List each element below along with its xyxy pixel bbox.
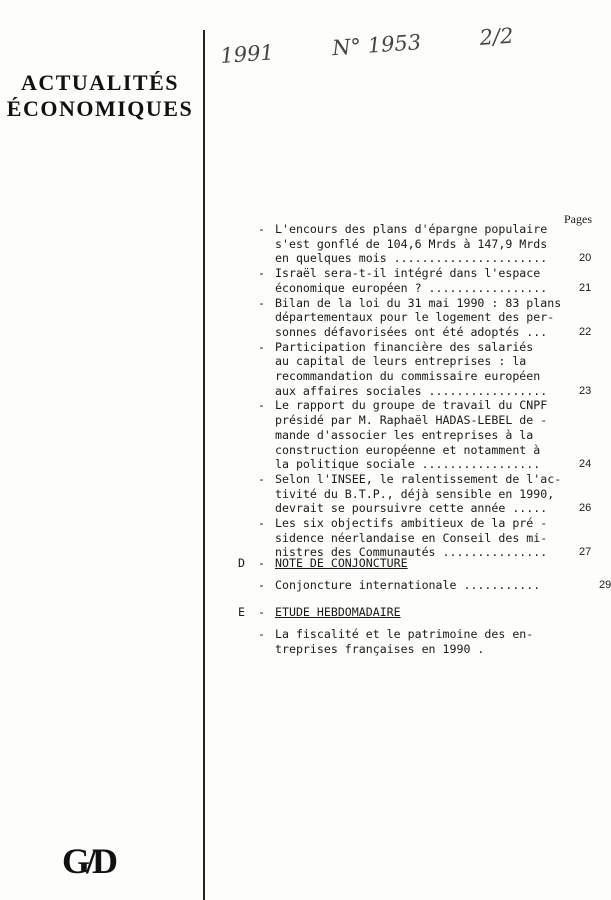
- handwritten-year: 1991: [219, 40, 275, 69]
- toc-entry-line: en quelques mois ......................: [275, 251, 548, 266]
- toc-entry-line: Israël sera-t-il intégré dans l'espace: [275, 266, 541, 281]
- toc-entry-line: Le rapport du groupe de travail du CNPF: [275, 398, 548, 413]
- toc-entry: - Participation financière des salariés au capital de leurs entreprises : la recommandation du commissaire européen aux affaires sociales ................. 23: [258, 339, 592, 398]
- toc-entry-line: Selon l'INSEE, le ralentissement de l'ac-: [275, 471, 562, 486]
- toc-entry: - Bilan de la loi du 31 mai 1990 : 83 plans départementaux pour le logement des per- sonnes défavorisées ont été adoptés ... 22: [258, 295, 592, 339]
- toc-entry-line: devrait se poursuivre cette année .....: [275, 501, 548, 516]
- list-item-text-continued: treprises françaises en 1990 .: [275, 642, 485, 656]
- handwritten-part: 2/2: [478, 23, 515, 50]
- page-number: 22: [579, 325, 592, 338]
- toc-entry: - Israël sera-t-il intégré dans l'espace économique européen ? ................. 21: [258, 266, 592, 295]
- section-title: NOTE DE CONJONCTURE: [275, 556, 408, 570]
- section-letter: D: [238, 556, 245, 570]
- toc-entry-line: présidé par M. Raphaël HADAS-LEBEL de -: [275, 413, 548, 428]
- page-number: 20: [579, 252, 592, 265]
- list-item-text: La fiscalité et le patrimoine des en-: [275, 627, 534, 641]
- vertical-divider: [203, 30, 205, 900]
- toc-entry-line: tivité du B.T.P., déjà sensible en 1990,: [275, 486, 555, 501]
- list-item-text: Conjoncture internationale ...........: [275, 578, 541, 592]
- toc-entry-line: sidence néerlandaise en Conseil des mi-: [275, 530, 548, 545]
- toc-entry: - Le rapport du groupe de travail du CNPF présidé par M. Raphaël HADAS-LEBEL de - mande d'associer les entreprises à la construction européenne et notamment à la politique sociale ................. 24: [258, 398, 592, 472]
- pages-column-header: Pages: [564, 212, 592, 226]
- toc-entry-line: recommandation du commissaire européen: [275, 369, 541, 384]
- masthead-line-2: ÉCONOMIQUES: [6, 96, 194, 121]
- section-letter: E: [238, 605, 245, 619]
- toc-entry-line: aux affaires sociales .................: [275, 383, 548, 398]
- gd-logo: G/D: [62, 841, 115, 881]
- toc-entry-line: s'est gonflé de 104,6 Mrds à 147,9 Mrds: [275, 236, 548, 251]
- toc-entry-line: construction européenne et notamment à: [275, 442, 541, 457]
- toc-entry: - Selon l'INSEE, le ralentissement de l'ac- tivité du B.T.P., déjà sensible en 1990, devrait se poursuivre cette année ..... 26: [258, 471, 592, 516]
- page-number: 27: [579, 546, 592, 559]
- toc-entry-line: Les six objectifs ambitieux de la pré -: [275, 516, 548, 531]
- toc-entry-line: départementaux pour le logement des per-: [275, 310, 555, 325]
- toc-entry-line: mande d'associer les entreprises à la: [275, 427, 534, 442]
- toc-entry-line: au capital de leurs entreprises : la: [275, 354, 527, 369]
- section-title: ETUDE HEBDOMADAIRE: [275, 605, 401, 619]
- toc-entry-line: la politique sociale .................: [275, 457, 541, 472]
- handwritten-number: N° 1953: [331, 30, 422, 61]
- table-of-contents: [258, 222, 598, 560]
- masthead-title: [0, 70, 200, 122]
- toc-entry-line: nistres des Communautés ...............: [275, 545, 548, 560]
- page-number: 23: [579, 384, 592, 397]
- toc-entry-line: L'encours des plans d'épargne populaire: [275, 222, 548, 236]
- masthead-line-1: ACTUALITÉS: [20, 70, 180, 95]
- page-number: 26: [579, 502, 592, 515]
- toc-entry-line: Participation financière des salariés: [275, 339, 534, 354]
- handwritten-annotation: [220, 20, 566, 68]
- page-number: 21: [579, 281, 592, 294]
- page-number: 29: [599, 579, 611, 591]
- toc-entry-line: sonnes défavorisées ont été adoptés ...: [275, 324, 548, 339]
- toc-entry-line: économique européen ? .................: [275, 280, 548, 295]
- toc-entry-line: Bilan de la loi du 31 mai 1990 : 83 plans: [275, 295, 562, 310]
- page-number: 24: [579, 458, 592, 471]
- toc-entry: - Les six objectifs ambitieux de la pré - sidence néerlandaise en Conseil des mi- nistres des Communautés ............... 27: [258, 516, 592, 560]
- toc-entry: - L'encours des plans d'épargne populaire s'est gonflé de 104,6 Mrds à 147,9 Mrds en quelques mois ...................... 20: [258, 222, 592, 266]
